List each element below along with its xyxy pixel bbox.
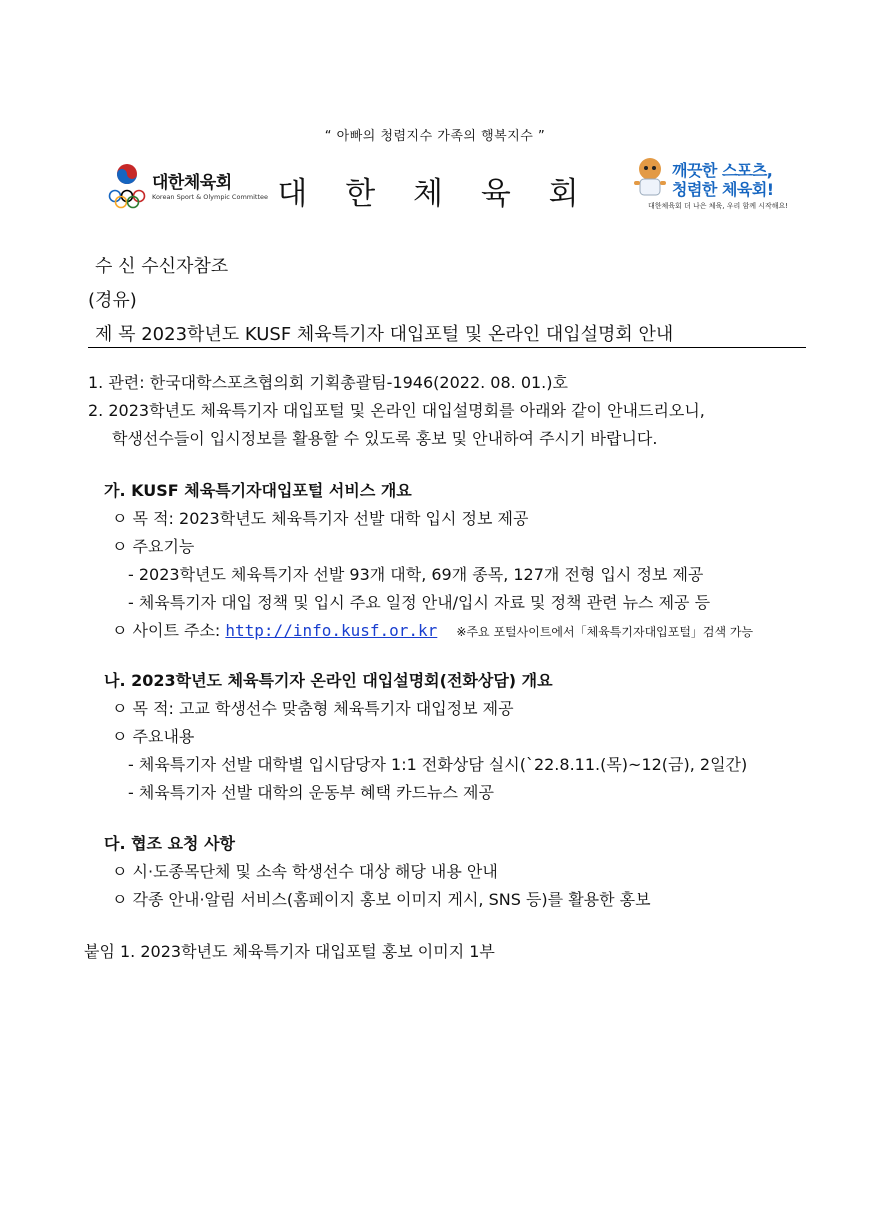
section-c-title: 다. 협조 요청 사항	[104, 834, 235, 853]
via: (경유)	[88, 290, 137, 311]
section-b-title: 나. 2023학년도 체육특기자 온라인 대입설명회(전화상담) 개요	[104, 671, 553, 690]
site-note: ※주요 포털사이트에서「체육특기자대입포털」검색 가능	[456, 625, 754, 639]
mascot-icon	[630, 155, 670, 199]
section-a-purpose: ㅇ 목 적: 2023학년도 체육특기자 선발 대학 입시 정보 제공	[112, 509, 529, 528]
section-b-item-2: - 체육특기자 선발 대학의 운동부 혜택 카드뉴스 제공	[128, 783, 494, 802]
org-title: 대 한 체 육 회	[277, 176, 593, 212]
section-a-feature-1: - 2023학년도 체육특기자 선발 93개 대학, 69개 종목, 127개 전형 입시 정보 제공	[128, 565, 704, 584]
subject: 제 목 2023학년도 KUSF 체육특기자 대입포털 및 온라인 대입설명회 안내	[95, 324, 674, 345]
section-c-item-1: ㅇ 시·도종목단체 및 소속 학생선수 대상 해당 내용 안내	[112, 862, 498, 881]
slogan: “ 아빠의 청렴지수 가족의 행복지수 ”	[324, 129, 546, 144]
campaign-line2: 청렴한 체육회!	[672, 180, 774, 199]
campaign-line1: 깨끗한 스포츠,	[672, 161, 773, 180]
paragraph-2b: 학생선수들이 입시정보를 활용할 수 있도록 홍보 및 안내하여 주시기 바랍니다.	[112, 429, 658, 448]
campaign-logo	[630, 155, 790, 215]
section-b-purpose: ㅇ 목 적: 고교 학생선수 맞춤형 체육특기자 대입정보 제공	[112, 699, 514, 718]
section-b-item-1: - 체육특기자 선발 대학별 입시담당자 1:1 전화상담 실시(`22.8.11.(목)~12(금), 2일간)	[128, 755, 748, 774]
site-link[interactable]: http://info.kusf.or.kr	[225, 621, 438, 640]
section-a-features: ㅇ 주요기능	[112, 537, 195, 556]
paragraph-1: 1. 관련: 한국대학스포츠협의회 기획총괄팀-1946(2022. 08. 01.)호	[88, 373, 568, 392]
attachment: 붙임 1. 2023학년도 체육특기자 대입포털 홍보 이미지 1부	[84, 942, 495, 961]
section-a-title: 가. KUSF 체육특기자대입포털 서비스 개요	[104, 481, 412, 500]
logo-kor-text: 대한체육회	[152, 173, 232, 193]
campaign-line3: 대한체육회 더 나은 체육, 우리 함께 시작해요!	[648, 202, 789, 210]
site-label: ㅇ 사이트 주소:	[112, 621, 226, 640]
header-rule	[88, 347, 806, 348]
section-b-content: ㅇ 주요내용	[112, 727, 195, 746]
logo-eng-text: Korean Sport & Olympic Committee	[152, 193, 269, 201]
recipient: 수 신 수신자참조	[95, 256, 229, 277]
section-c-item-2: ㅇ 각종 안내·알림 서비스(홈페이지 홍보 이미지 게시, SNS 등)를 활용한 홍보	[112, 890, 651, 909]
section-a-feature-2: - 체육특기자 대입 정책 및 입시 주요 일정 안내/입시 자료 및 정책 관련 뉴스 제공 등	[128, 593, 711, 612]
section-a-site	[112, 618, 753, 641]
paragraph-2a: 2. 2023학년도 체육특기자 대입포털 및 온라인 대입설명회를 아래와 같이 안내드리오니,	[88, 401, 705, 420]
